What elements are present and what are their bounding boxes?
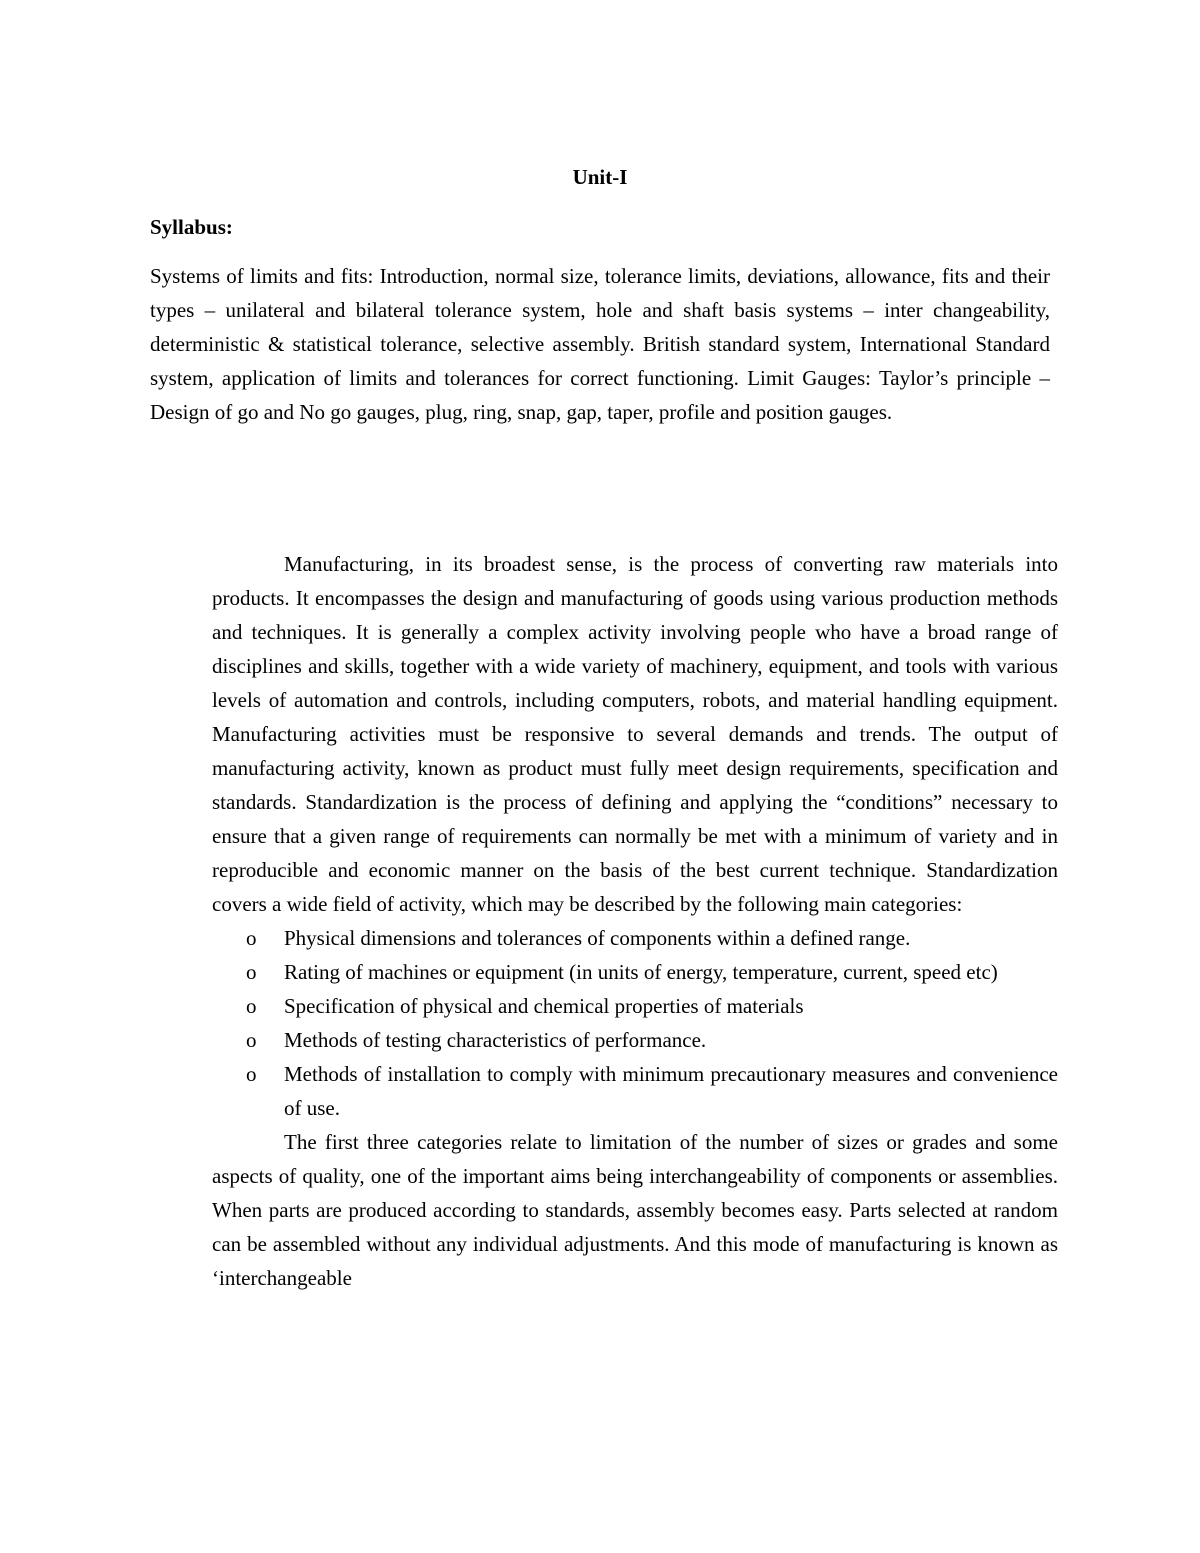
list-item [212, 1023, 1058, 1057]
bullet-marker: o [246, 1062, 257, 1086]
bullet-marker: o [246, 994, 257, 1018]
list-item-text: Physical dimensions and tolerances of components within a defined range. [284, 926, 911, 950]
list-item-text: Rating of machines or equipment (in units of energy, temperature, current, speed etc) [284, 960, 998, 984]
list-item-text: Methods of installation to comply with minimum precautionary measures and convenience of use. [284, 1062, 1058, 1120]
intro-paragraph: Manufacturing, in its broadest sense, is the process of converting raw materials into products. It encompasses the design and manufacturing of goods using various production methods and techniques. It is generally a complex activity involving people who have a broad range of disciplines and skills, together with a wide variety of machinery, equipment, and tools with various levels of automation and controls, including computers, robots, and material handling equipment. Manufacturing activities must be responsive to several demands and trends. The output of manufacturing activity, known as product must fully meet design requirements, specification and standards. Standardization is the process of defining and applying the “conditions” necessary to ensure that a given range of requirements can normally be met with a minimum of variety and in reproducible and economic manner on the basis of the best current technique. Standardization covers a wide field of activity, which may be described by the following main categories: [212, 552, 1058, 916]
main-body [212, 547, 1058, 1295]
bullet-marker: o [246, 1028, 257, 1052]
list-item [212, 955, 1058, 989]
list-item-text: Methods of testing characteristics of performance. [284, 1028, 707, 1052]
bullet-marker: o [246, 926, 257, 950]
unit-title: Unit-I [572, 165, 628, 189]
syllabus-text: Systems of limits and fits: Introduction, normal size, tolerance limits, deviations, allowance, fits and their types – unilateral and bilateral tolerance system, hole and shaft basis systems – inter changeability, deterministic & statistical tolerance, selective assembly. British standard system, International Standard system, application of limits and tolerances for correct functioning. Limit Gauges: Taylor’s principle – Design of go and No go gauges, plug, ring, snap, gap, taper, profile and position gauges. [150, 264, 1050, 424]
second-paragraph: The first three categories relate to limitation of the number of sizes or grades and some aspects of quality, one of the important aims being interchangeability of components or assemblies. When parts are produced according to standards, assembly becomes easy. Parts selected at random can be assembled without any individual adjustments. And this mode of manufacturing is known as ‘interchangeable [212, 1130, 1058, 1290]
list-item [212, 989, 1058, 1023]
syllabus-label: Syllabus: [150, 215, 233, 239]
categories-list [212, 921, 1058, 1125]
list-item-text: Specification of physical and chemical properties of materials [284, 994, 804, 1018]
list-item [212, 1057, 1058, 1125]
bullet-marker: o [246, 960, 257, 984]
list-item [212, 921, 1058, 955]
